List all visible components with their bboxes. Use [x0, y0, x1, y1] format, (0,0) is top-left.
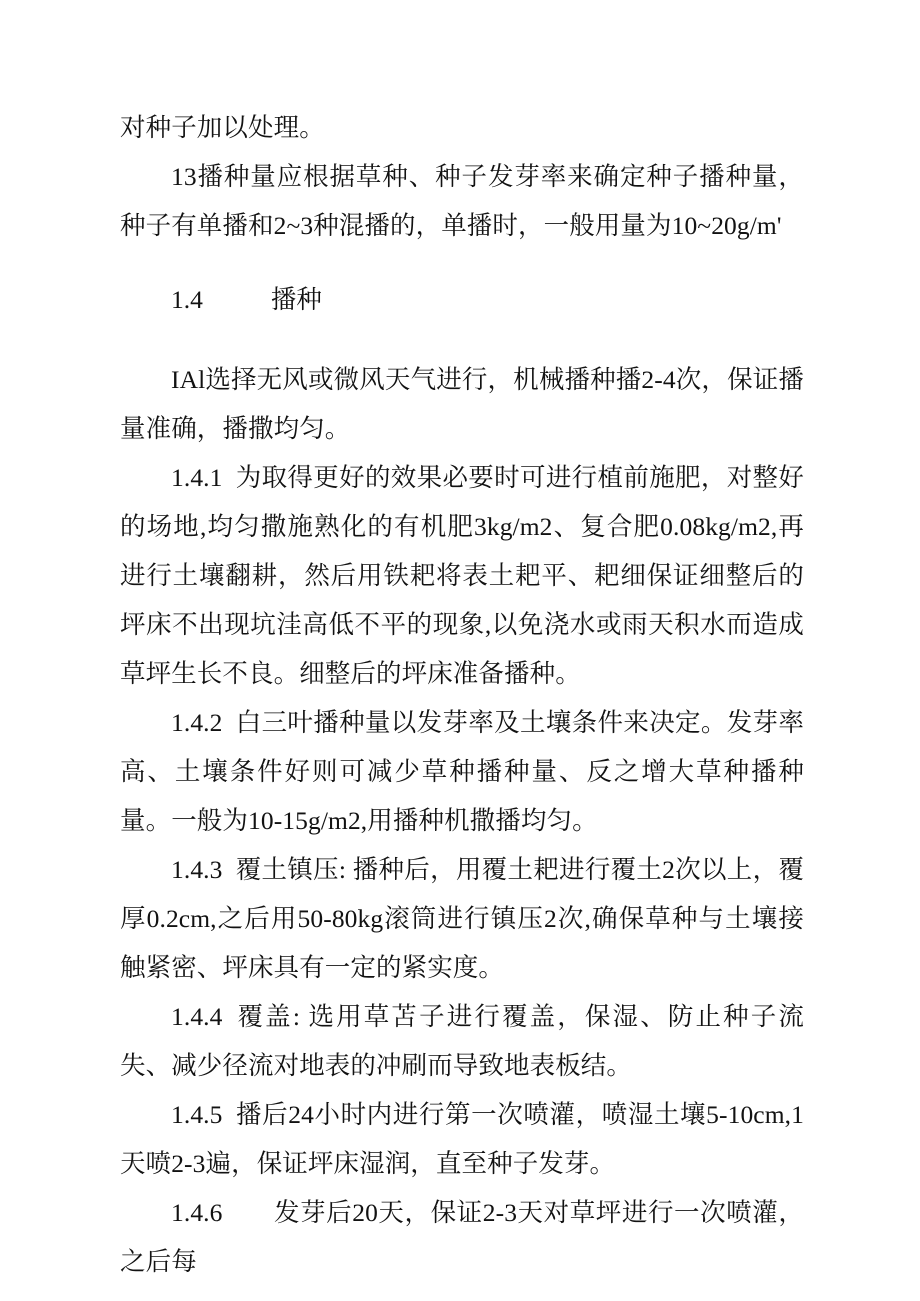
- paragraph-1-4-6: [120, 1188, 804, 1286]
- section-number-1-4-2: 1.4.2: [171, 708, 223, 737]
- heading-1-4-title: 播种: [270, 285, 322, 314]
- paragraph-1-4-1-lead: IAl选择无风或微风天气进行，机械播种播2-4次，保证播量准确，播撒均匀。: [120, 365, 804, 443]
- section-body-1-4-2: 白三叶播种量以发芽率及土壤条件来决定。发芽率高、土壤条件好则可减少草种播种量、反之增大草种播种量。一般为10-15g/m2,用播种机撒播均匀。: [120, 708, 804, 835]
- paragraph-1-4-5: [120, 1090, 804, 1188]
- section-body-1-4-5: 播后24小时内进行第一次喷灌，喷湿土壤5-10cm,1天喷2-3遍，保证坪床湿润，直至种子发芽。: [120, 1100, 804, 1178]
- paragraph-opening: 对种子加以处理。: [120, 113, 325, 142]
- section-number-1-4-3: 1.4.3: [171, 855, 223, 884]
- paragraph-seeding-rate: 13播种量应根据草种、种子发芽率来确定种子播种量，种子有单播和2~3种混播的，单播时，一般用量为10~20g/m': [120, 162, 804, 240]
- paragraph-1-4-3: [120, 845, 804, 992]
- section-body-1-4-4: 覆盖: 选用草苫子进行覆盖，保湿、防止种子流失、减少径流对地表的冲刷而导致地表板结。: [120, 1002, 804, 1080]
- text-column: [120, 103, 804, 1286]
- section-number-1-4-6: 1.4.6: [171, 1198, 223, 1227]
- paragraph-1-4-2: [120, 698, 804, 845]
- spacer-after-heading: [120, 324, 804, 355]
- paragraph-1-4-1: [120, 453, 804, 698]
- section-number-1-4-5: 1.4.5: [171, 1100, 223, 1129]
- section-body-1-4-3: 覆土镇压: 播种后，用覆土耙进行覆土2次以上，覆厚0.2cm,之后用50-80kg滚筒进行镇压2次,确保草种与土壤接触紧密、坪床具有一定的紧实度。: [120, 855, 804, 982]
- section-body-1-4-6: 发芽后20天，保证2-3天对草坪进行一次喷灌，之后每: [120, 1198, 804, 1276]
- paragraph-1-4-4: [120, 992, 804, 1090]
- heading-1-4-number: 1.4: [171, 285, 203, 314]
- section-number-1-4-4: 1.4.4: [171, 1002, 223, 1031]
- section-body-1-4-1: 为取得更好的效果必要时可进行植前施肥，对整好的场地,均匀撒施熟化的有机肥3kg/m2、复合肥0.08kg/m2,再进行土壤翻耕，然后用铁耙将表土耙平、耙细保证细整后的坪床不出现坑洼高低不平的现象,以免浇水或雨天积水而造成草坪生长不良。细整后的坪床准备播种。: [120, 463, 804, 688]
- spacer-before-heading: [120, 250, 804, 275]
- heading-1-4: [120, 275, 804, 324]
- section-number-1-4-1: 1.4.1: [171, 463, 223, 492]
